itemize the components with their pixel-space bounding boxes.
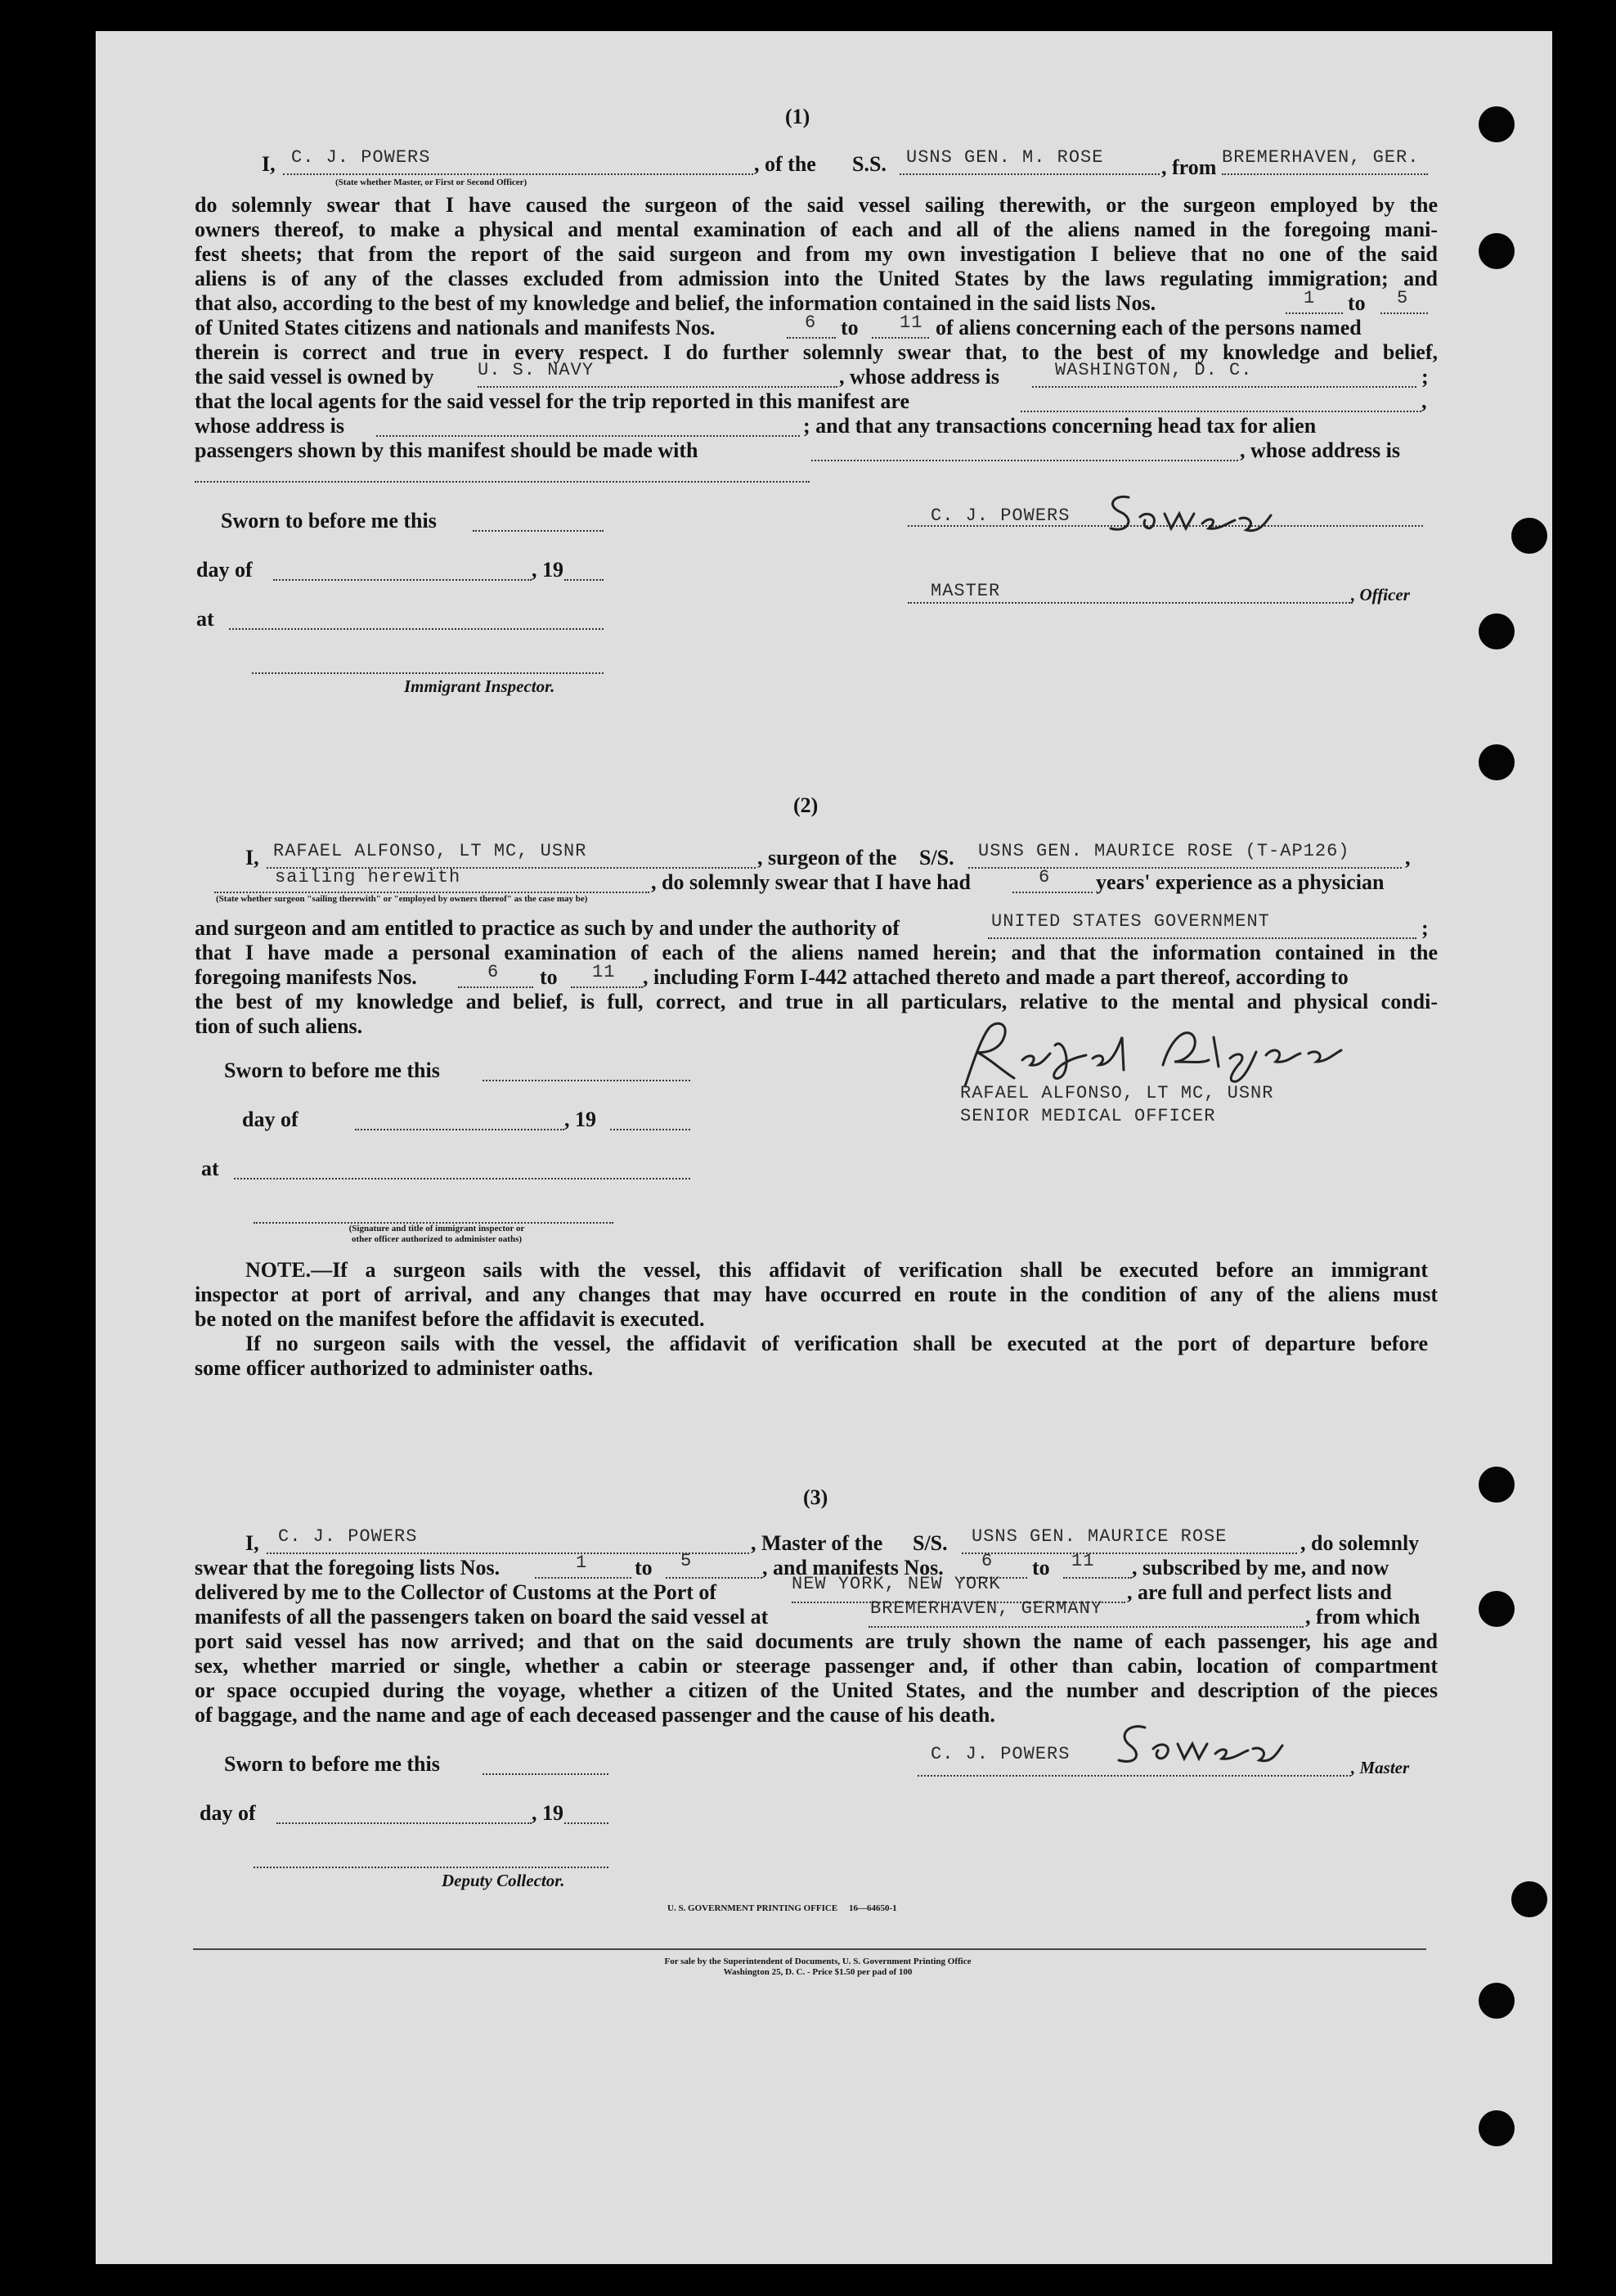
lists3-to-line (666, 1577, 762, 1579)
section-3-number: (3) (803, 1485, 828, 1509)
master3-field: C. J. POWERS (278, 1526, 418, 1547)
signature-powers-1 (1096, 488, 1276, 545)
punch-hole (1479, 1591, 1515, 1627)
passengers-text: passengers shown by this manifest should be made with (195, 438, 698, 462)
master-of-label: , Master of the (751, 1531, 883, 1555)
of-the-label: , of the (754, 152, 816, 176)
day-of-line-3 (276, 1822, 532, 1824)
whose-address2-text: whose address is (195, 414, 345, 438)
swear-text: swear that the foregoing lists Nos. (195, 1556, 501, 1579)
from-which-label: , from which (1305, 1605, 1421, 1629)
note-last: be noted on the manifest before the affidavit is executed. (195, 1307, 705, 1331)
punch-hole (1479, 613, 1515, 649)
at-line-2 (234, 1178, 690, 1179)
sworn-label: Sworn to before me this (221, 509, 437, 532)
sec1-body-line: fest sheets; that from the report of the said surgeon and from my own investigation I believe that no one of the said (195, 242, 1438, 266)
year-line-3 (564, 1822, 608, 1824)
lists-to-line (1380, 312, 1428, 314)
passengers-line (811, 460, 1238, 461)
lists-to-label: to (1348, 291, 1366, 315)
lists-to-field: 5 (1397, 288, 1409, 308)
note2-last: some officer authorized to administer oaths. (195, 1356, 594, 1380)
whose-address3-text: , whose address is (1240, 438, 1401, 462)
lists-from-field: 1 (1304, 288, 1316, 308)
year-label-2: , 19 (564, 1108, 596, 1131)
sec3-body-line: sex, whether married or single, whether a cabin or steerage passenger and, if other than cabin, location of compartment (195, 1654, 1438, 1678)
officer-title-field: MASTER (931, 581, 1001, 601)
owner-address-field: WASHINGTON, D. C. (1055, 360, 1253, 380)
punch-hole (1511, 518, 1547, 554)
surgeon-signer-field: RAFAEL ALFONSO, LT MC, USNR (960, 1083, 1274, 1103)
man-to-line (571, 986, 643, 988)
master-caption: (State whether Master, or First or Second Officer) (335, 177, 527, 187)
day-of-label-2: day of (242, 1108, 299, 1131)
section-1-number: (1) (785, 105, 810, 128)
to-label-3: to (635, 1556, 653, 1579)
sworn-label-2: Sworn to before me this (224, 1058, 440, 1082)
punch-hole (1479, 2110, 1515, 2146)
punch-hole (1479, 1983, 1515, 2019)
punch-hole (1479, 1467, 1515, 1503)
sale-line-1: For sale by the Superintendent of Documents, U. S. Government Printing Office (664, 1957, 972, 1966)
sailing-caption: (State whether surgeon "sailing therewith" or "employed by owners thereof" as the case may be) (216, 894, 588, 904)
years-line (1012, 892, 1093, 893)
surgeon-field: RAFAEL ALFONSO, LT MC, USNR (273, 841, 587, 861)
sailing-tail: , do solemnly swear that I have had (651, 870, 972, 894)
authority-line (988, 937, 1416, 939)
vessel2-field: USNS GEN. MAURICE ROSE (T-AP126) (978, 841, 1350, 861)
day-of-label-3: day of (200, 1801, 256, 1825)
manifest-to-label: to (841, 316, 859, 339)
surgeon-of-label: , surgeon of the (757, 846, 897, 869)
authority-text: and surgeon and am entitled to practice as such by and under the authority of (195, 916, 900, 940)
manifest-tail: of aliens concerning each of the persons named (936, 316, 1362, 339)
sec1-prefix: I, (262, 152, 276, 176)
note2-line: If no surgeon sails with the vessel, the affidavit of verification shall be executed at the port of departure before (245, 1332, 1428, 1355)
man-from-line (458, 986, 533, 988)
vessel2-line (968, 867, 1402, 869)
inspector-caption: Immigrant Inspector. (404, 676, 555, 696)
to-label-2: to (540, 965, 558, 989)
manifest-text: of United States citizens and nationals and manifests Nos. (195, 316, 716, 339)
year-label: , 19 (532, 558, 563, 582)
sig-caption-2: other officer authorized to administer oaths) (351, 1234, 523, 1244)
at-label: at (196, 607, 214, 631)
aliens-line: tion of such aliens. (195, 1014, 363, 1038)
signer3-field: C. J. POWERS (931, 1744, 1071, 1764)
man3-to-line (1063, 1577, 1132, 1579)
section-2-number: (2) (793, 793, 819, 817)
sec3-prefix: I, (245, 1531, 259, 1555)
sworn-line (473, 530, 604, 532)
day-of-line (273, 579, 532, 581)
semicolon-2: ; (1421, 916, 1429, 940)
sec3-body-line: or space occupied during the voyage, whether a citizen of the United States, and the number and description of the pieces (195, 1678, 1438, 1702)
sec3-body-line: port said vessel has now arrived; and that on the said documents are truly shown the name of each passenger, his age and (195, 1629, 1438, 1653)
sworn-label-3: Sworn to before me this (224, 1752, 440, 1776)
passengers-line2 (195, 481, 810, 483)
subscribed-label: , subscribed by me, and now (1132, 1556, 1389, 1579)
note-label: NOTE. (245, 1258, 312, 1282)
from-port-line (1222, 173, 1428, 175)
from-port-field: BREMERHAVEN, GER. (1222, 147, 1420, 168)
at-label-2: at (201, 1157, 219, 1180)
punch-hole (1511, 1881, 1547, 1917)
belief-line: the best of my knowledge and belief, is full, correct, and true in all particulars, relative to the mental and physical condi- (195, 990, 1438, 1013)
year-label-3: , 19 (532, 1801, 563, 1825)
note-text-1: —If a surgeon sails with the vessel, this affidavit of verification shall be executed before an immigrant (311, 1258, 1428, 1282)
owned-by-text: the said vessel is owned by (195, 365, 434, 389)
sworn-line-2 (483, 1080, 690, 1081)
foregoing-tail: , including Form I-442 attached thereto and made a part thereof, according to (643, 965, 1349, 989)
to-label-4: to (1032, 1556, 1050, 1579)
sailing-field: sailing herewith (275, 867, 461, 887)
local-agents-text: that the local agents for the said vessel for the trip reported in this manifest are (195, 389, 910, 413)
sec1-body-line: aliens is of any of the classes excluded from admission into the United States by the laws regulating immigration; and (195, 267, 1438, 290)
years-tail: years' experience as a physician (1096, 870, 1385, 894)
day-of-label: day of (196, 558, 253, 582)
solemnly-label: , do solemnly (1300, 1531, 1420, 1555)
owner-line (478, 386, 837, 388)
ss-mark: S.S. (852, 152, 887, 176)
full-perfect-label: , are full and perfect lists and (1127, 1580, 1392, 1604)
port-field: NEW YORK, NEW YORK (792, 1574, 1001, 1594)
manifest-from-line (787, 337, 836, 339)
punch-hole (1479, 106, 1515, 142)
man-to-field: 11 (592, 962, 616, 982)
footer-rule (193, 1948, 1426, 1950)
local-agents-line (1021, 411, 1421, 412)
day-of-line-2 (355, 1129, 564, 1130)
whose-address-label: , whose address is (839, 365, 1000, 389)
manifests-text: manifests of all the passengers taken on board the said vessel at (195, 1605, 769, 1629)
manifest-to-field: 11 (900, 312, 923, 333)
sec1-body-line: do solemnly swear that I have caused the surgeon of the said vessel sailing therewith, or the surgeon employed by the (195, 193, 1438, 217)
sale-line-2: Washington 25, D. C. - Price $1.50 per pad of 100 (723, 1967, 913, 1977)
correct-line: therein is correct and true in every respect. I do further solemnly swear that, to the best of my knowledge and belief, (195, 340, 1438, 364)
note-line-1 (245, 1258, 1428, 1283)
and-manifests-label: , and manifests Nos. (762, 1556, 944, 1579)
sec3-last-line: of baggage, and the name and age of each deceased passenger and the cause of his death. (195, 1703, 995, 1727)
signer-field: C. J. POWERS (931, 505, 1071, 526)
port-from-line (869, 1626, 1304, 1628)
port-from-field: BREMERHAVEN, GERMANY (870, 1598, 1103, 1619)
master-label: , Master (1351, 1758, 1410, 1777)
vessel3-line (962, 1552, 1297, 1554)
manifest-to-line (872, 337, 929, 339)
lists3-to-field: 5 (680, 1551, 693, 1571)
vessel3-field: USNS GEN. MAURICE ROSE (972, 1526, 1228, 1547)
sig-caption-1: (Signature and title of immigrant inspector or (348, 1224, 525, 1233)
sec1-body-line: owners thereof, to make a physical and mental examination of each and all of the aliens named in the foregoing mani- (195, 218, 1438, 241)
at-line (229, 628, 604, 630)
year-line (564, 579, 604, 581)
owner-address-line (1032, 386, 1416, 388)
master-name-field: C. J. POWERS (291, 147, 431, 168)
exam-line: that I have made a personal examination of each of the aliens named herein; and that the information contained in the (195, 941, 1438, 964)
master3-line (267, 1552, 749, 1554)
collector-caption: Deputy Collector. (442, 1871, 565, 1890)
officer-label: , Officer (1351, 585, 1410, 604)
man-from-field: 6 (487, 962, 500, 982)
lists3-from-field: 1 (576, 1552, 588, 1573)
lists3-from-line (535, 1577, 631, 1579)
year-line-2 (610, 1129, 690, 1130)
vessel-field: USNS GEN. M. ROSE (906, 147, 1104, 168)
signature-powers-3 (1109, 1716, 1289, 1773)
sailing-line (214, 892, 649, 893)
from-label: , from (1161, 155, 1217, 179)
punch-hole (1479, 744, 1515, 780)
man3-from-field: 6 (981, 1551, 994, 1571)
comma-2: , (1405, 846, 1411, 869)
master-name-line (283, 173, 753, 175)
ss-mark-3: S/S. (913, 1531, 948, 1555)
man3-to-field: 11 (1071, 1551, 1095, 1571)
signer3-line (918, 1775, 1351, 1777)
owner-field: U. S. NAVY (478, 360, 595, 380)
note-line-2: inspector at port of arrival, and any changes that may have occurred en route in the condition of any of the aliens must (195, 1283, 1438, 1306)
comma: , (1421, 389, 1427, 413)
sec2-prefix: I, (245, 846, 259, 869)
head-tax-text: ; and that any transactions concerning head tax for alien (803, 414, 1317, 438)
vessel-line (900, 173, 1160, 175)
whose-address2-line (376, 435, 800, 437)
ss-mark-2: S/S. (919, 846, 954, 869)
foregoing-text: foregoing manifests Nos. (195, 965, 417, 989)
sworn-line-3 (483, 1773, 608, 1775)
semicolon: ; (1421, 365, 1429, 389)
delivered-text: delivered by me to the Collector of Customs at the Port of (195, 1580, 717, 1604)
manifest-from-field: 6 (805, 312, 817, 333)
lists-from-line (1286, 312, 1343, 314)
authority-field: UNITED STATES GOVERNMENT (991, 911, 1270, 932)
surgeon-title-field: SENIOR MEDICAL OFFICER (960, 1106, 1216, 1126)
lists-text: that also, according to the best of my knowledge and belief, the information contained in the said lists Nos. (195, 291, 1156, 315)
punch-hole (1479, 233, 1515, 269)
years-field: 6 (1039, 867, 1051, 887)
gpo-line: U. S. GOVERNMENT PRINTING OFFICE 16—64650-1 (667, 1903, 897, 1913)
